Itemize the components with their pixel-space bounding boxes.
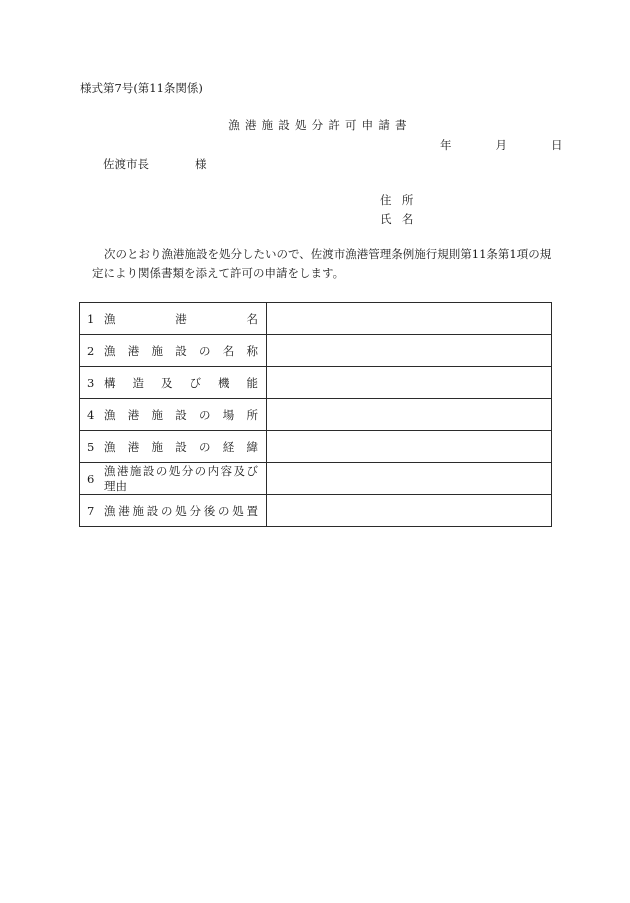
- row-label: 漁港施設の処分後の処置: [104, 503, 258, 518]
- row-number: 1: [87, 311, 95, 326]
- row-number: 7: [87, 503, 95, 518]
- row-label: 漁港施設の場所: [104, 407, 258, 422]
- row-number: 5: [87, 439, 95, 454]
- row-value-cell[interactable]: [267, 367, 552, 399]
- row-value-cell[interactable]: [267, 463, 552, 495]
- body-text: [80, 245, 555, 283]
- table-row: [80, 431, 552, 463]
- table-row: [80, 367, 552, 399]
- table-row: [80, 463, 552, 495]
- row-label: 漁港名: [104, 311, 258, 326]
- date-month-label: 月: [495, 138, 507, 152]
- page-title: 漁港施設処分許可申請書: [228, 118, 412, 132]
- row-label: 漁港施設の名称: [104, 343, 258, 358]
- row-label-line-2: 理由: [104, 478, 127, 493]
- row-label: [104, 464, 258, 494]
- addressee-name: 佐渡市長: [103, 157, 149, 171]
- row-number: 4: [87, 407, 95, 422]
- row-label-cell: [80, 303, 267, 335]
- row-label-cell: [80, 399, 267, 431]
- table-row: [80, 495, 552, 527]
- applicant-name-label: 氏名: [380, 212, 424, 226]
- row-label-cell: [80, 431, 267, 463]
- row-label-cell: [80, 463, 267, 495]
- row-label: 構造及び機能: [104, 375, 258, 390]
- table-row: [80, 399, 552, 431]
- row-label-cell: [80, 495, 267, 527]
- body-line-2: 定により関係書類を添えて許可の申請をします。: [92, 266, 345, 280]
- row-label-cell: [80, 335, 267, 367]
- row-label: 漁港施設の経緯: [104, 439, 258, 454]
- form-number: 様式第7号(第11条関係): [80, 81, 203, 95]
- row-number: 6: [87, 471, 95, 486]
- table-row: [80, 303, 552, 335]
- row-value-cell[interactable]: [267, 303, 552, 335]
- date-day-label: 日: [551, 138, 563, 152]
- row-label-line-1: 漁港施設の処分の内容及び: [104, 463, 258, 478]
- row-value-cell[interactable]: [267, 431, 552, 463]
- row-value-cell[interactable]: [267, 335, 552, 367]
- row-number: 2: [87, 343, 95, 358]
- date-year-label: 年: [440, 138, 452, 152]
- application-table: [79, 302, 552, 527]
- applicant-address-label: 住所: [380, 193, 424, 207]
- table-row: [80, 335, 552, 367]
- addressee: [103, 156, 207, 172]
- body-line-1: 次のとおり漁港施設を処分したいので、佐渡市漁港管理条例施行規則第11条第1項の規: [104, 247, 552, 261]
- row-value-cell[interactable]: [267, 495, 552, 527]
- row-number: 3: [87, 375, 95, 390]
- row-value-cell[interactable]: [267, 399, 552, 431]
- row-label-cell: [80, 367, 267, 399]
- date-line: [440, 137, 563, 153]
- addressee-suffix: 様: [195, 157, 207, 171]
